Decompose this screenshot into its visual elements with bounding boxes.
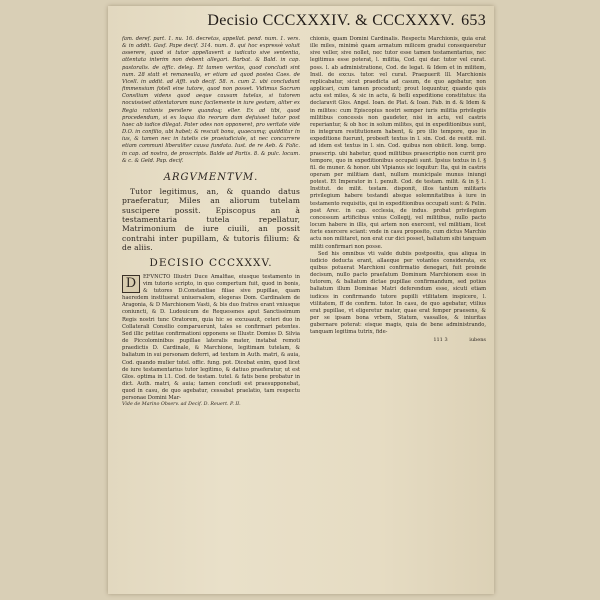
running-head-title: Decisio CCCXXXIV. & CCCXXXV. [207, 12, 455, 29]
right-text-1: chionis, quam Domini Cardinalis. Respectu Marchionis, quia erat ille miles, minimè quam armatum milicem gradui consequeretur sive veller, sive nollet, nec tutor esse tamen testamentarius, nec legitimus esse poterat, l. militia, Cod. qui dar. tutor vel curat. poss. l. ab administratione, Cod. de legat. & Idem et in militem, Insil. de excus. tutor. vel curat. Praepuerit lll. Marchionis replicabatur, sicut praedicta ad casum, de quo agebatur, non applicari, cum tamen procedunt; prout loquuntur, quando quis actu est miles, & sic in actu, & belli expeditione constitutus: ita declaravit Glos. Angel. Ioan. de Plat. & Ioan. Fab. in d. & Idem & in milites: cum Episcopius nostri semper iuris militia privilegiis militibus concessis non gaudeter, nisi in actu, vel castris reperiantur, & ob hoc in solum milites, qui in expeditionibus sunt, in integrum restitutionem habent, & pro illo tempore, quo in expeditione fuerunt, probeeft textus in l. sin. Cod. de restit. mil. ad idem est textus in l. sin. Cod. quibus non obiicit. long. temp. praescrip. ubi habetur, quod militibus praescriptio non currit pro tempore, quo in expeditionibus occupati sunt. Ipsius textus in l. § fil. de muner. & honor. ubi Vlpianus sic loquitur: Ita, qui in castris operam per militiam dant, nullum municipale munus iniungi potest. Et Imperator in l. penult. Cod. de testam. milit. & in § 1. Institut. de milit. testam. disponit, illos tantum militaris privilegium habere testandi absque solemnitatibus à iure in testamento requisitis, qui in expeditionibus occupati sunt: & Felin. post Arec. in cap. ecclesia, de indus. probat privilegium concessum artificibus vnius Collegij, vel militibus, nullo pacto locum habere in illis, qui artem non exercent, vel militiam, licet forte exercere sciant: vnde in casu proposito, cum dictus Marchio actu non militaret, non erat cur dici posset, baliatum sibi tanquam militi confirmari non posse. [310, 36, 486, 250]
left-column [122, 36, 300, 584]
decision-heading: DECISIO CCCXXXV. [149, 256, 273, 269]
right-text-2: Sed his omnibus vti valde dubiis postpositis, qua aliqua in iudicio deducta erant, allaeque per votantes considerata, ex quibus potuerat Marchioni confirmatio denegari, fuit proinde decisum, nullo pacto praefatum Dominum Marchionem esse in tutorem, & baliatum dictae pupillae confirmandum, sed potius baliatum illum Dominae Matri deferendum esse, sicuti etiam iudices in confirmando tutore pupilli vtilitatem inspicere, l. vtilitatem, ff de confirm. tutor. In casu, de quo agebatur, vtilius erat pupillae, vt eligeretur mater, quae erat femper praesens, & per se ipsam bona vrbem, Statum, vassallos, & iniuritas gubernare poterat: eisque magis, quia de bene administrando, tanquam legitima tutrix, fide- [310, 250, 486, 336]
left-top-text: fam. deref. part. 1. nu. 16. decretas, appellat. pend. num. 1. vers. & in addit. Gasf. Pape decif. 314. num. 8. qui hoc expressè voluit asserere, quod si tutor appellaverit a iudicato sive sententia, attentata interim non debent allegari. Barbat. & Bald. in cap. pastoralis. de offic. deleg. Et tamen veritas, quod concludi sint num. 28 statt et remanealla, er etiam ad quod postea Caes. de Vicell. in addit. ad Afft. sub decif. 58. n. cum 2. ubi concludunt fimmensium fotell eine tutore, quod non posset. Vidimus Sacrum Consilium videns quod aeque causam tutelas, si tutorem nocuissiset attentatorum nunc facilemente in iure gestam, aliter ex Regia rationis persilere quandoq; eller. Ex ad tibi, quod procedendum, si ex loqua ilio reorum dum defuisset tutor post haec ab iudice dilegat. Pater odes non opponeret, pro veritate vide D.O. in confilio, ubi habet; & rescuit bona, quaecumq; quidditur in ius, & tamen nec in tutelis cie praeiudiciale, ut nec concurrere etiam communi liberaliter causa fundata. Iust. de re Aeb. & Falic. in cap. ad nostra, de proscripts. Balde ad Partis. 8. & pulc. locum. & c. & Geld. Pap. decif. [122, 36, 300, 164]
decision-text: EFVNCTO Illustri Duce Amalfiae, eiusque testamento in vim tutorio scripto, in quo compertum fuit, quod in bonis, & tutores D.Constantiae filiae sive pupillae, quam haeredem instituerat uniuersalem, elegeras Dom. Cardinalem de Aragonia, & D Marchionem Vasti, & bis duo fratres erant vniusque coniuncti, & D. Ludouicum de Requesenes aput Sanctissimum Regis nostri tunc Oratorem, quia hic se excusauit, ceteri duo in Collaterali Consilio comparuerunt, tales se confirmari petentes. Sed illic petitae confirmationi opponens se Illustr. Domiss D. Silvia de Piccolominibus pupillae lateralis mater, instabat remoti praedictis D. Cardinale, & Marchione, legitimam tutelam, & baliatum in sui personam deferri, ad textum in Auth. matri, & auia, Cod. quando mulier tutel. offic. fung. pot. Dicebat enim, quod licet de iure testamentarius tutor legitimo, & datiuo praeferatur, ut est Glos. optima in l.1. Cod. de testam. tutel. & fatis bene probatur in dict. Auth. matri, & auia; tamen concludi est praesupponebat, quod in casu, de quo agebatur, cessabat praelatio, tam respectu personae Domini Mar- [122, 273, 300, 402]
signature-mark: 111 3 [433, 336, 448, 343]
right-column [310, 36, 486, 584]
argumentum-text: Tutor legitimus, an, & quando datus praeferatur, Miles an aliorum tutelam suscipere possit. Episcopus an à testamentaria tutela repellatur, Matrimonium de iure ciuili, an possit contrahi inter pupillam, & tutoris filium: & de aliis. [122, 186, 300, 253]
catchword-line [310, 337, 486, 344]
argumentum-heading: ARGVMENTVM. [163, 171, 259, 183]
dropcap-letter: D [122, 275, 140, 293]
book-page [108, 6, 494, 594]
catchword: iubens [469, 336, 486, 343]
page-number: 653 [461, 12, 486, 29]
footnote: Vide de Marino Observ. ad Decif. D. Reuert. P. II. [122, 402, 241, 408]
decision-paragraph [122, 274, 300, 403]
running-head [108, 12, 486, 30]
